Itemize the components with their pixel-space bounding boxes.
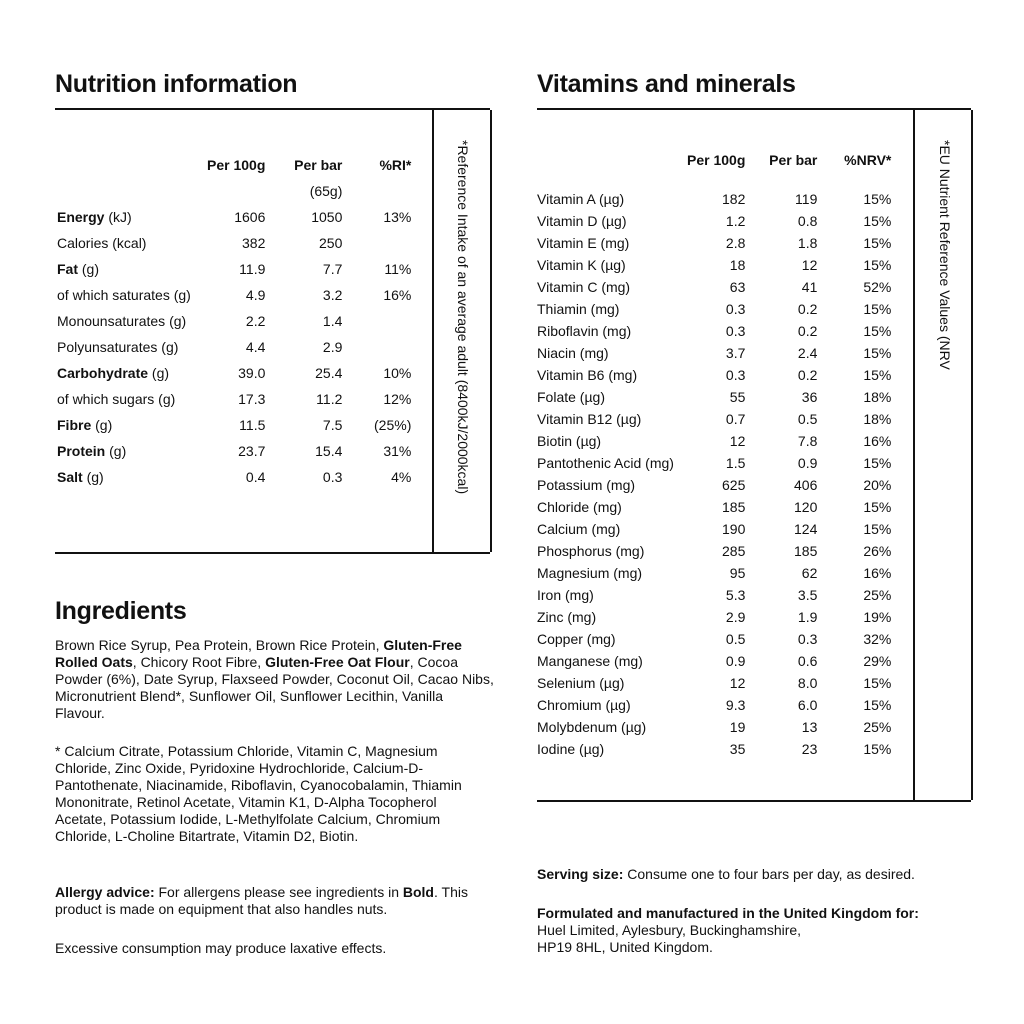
value-per-100g: 11.5: [239, 417, 266, 433]
nutrition-row: [57, 230, 411, 256]
value-per-bar: 1.9: [797, 609, 818, 625]
value-per-bar: 0.3: [797, 631, 818, 647]
vitamin-name: Iron (mg): [537, 587, 594, 603]
vitamins-table: [537, 152, 891, 760]
nutrition-side-panel: [432, 110, 492, 552]
value-nrv: 25%: [863, 587, 892, 603]
value-per-100g: 1.5: [725, 455, 746, 471]
value-per-bar: 23: [801, 741, 818, 757]
vitamin-row: [537, 342, 891, 364]
vitamin-row: [537, 672, 891, 694]
nutrition-row: [57, 256, 411, 282]
value-per-100g: 9.3: [725, 697, 746, 713]
value-per-100g: 95: [729, 565, 746, 581]
value-nrv: 15%: [863, 235, 892, 251]
value-per-100g: 185: [722, 499, 746, 515]
vitamin-name: Phosphorus (mg): [537, 543, 645, 559]
value-per-100g: 0.9: [725, 653, 746, 669]
nutrition-row: [57, 412, 411, 438]
vitamin-name: Vitamin B6 (mg): [537, 367, 638, 383]
vitamin-row: [537, 232, 891, 254]
value-per-bar: 0.5: [797, 411, 818, 427]
value-per-bar: 0.2: [797, 323, 818, 339]
value-nrv: 15%: [863, 345, 892, 361]
vitamin-row: [537, 716, 891, 738]
value-per-100g: 55: [729, 389, 746, 405]
value-per-100g: 39.0: [238, 365, 266, 381]
nutrient-name: Fibre (g): [57, 417, 113, 433]
nutrition-row: [57, 360, 411, 386]
value-per-100g: 4.9: [245, 287, 266, 303]
blend-note-text: * Calcium Citrate, Potassium Chloride, Vitamin C, Magnesium Chloride, Zinc Oxide, Pyridoxine Hydrochloride, Calcium-D-Pantothenate, Niacinamide, Riboflavin, Cyanocobalamin, Thiamin Mononitrate, Retinol Acetate, Vitamin K1, D-Alpha Tocopherol Acetate, Potassium Iodide, L-Methylfolate Calcium, Chromium Chloride, L-Choline Bitartrate, Vitamin D2, Biotin.: [55, 743, 462, 844]
serving-text: Consume one to four bars per day, as desired.: [623, 866, 915, 882]
vitamin-name: Selenium (µg): [537, 675, 625, 691]
value-nrv: 16%: [863, 565, 892, 581]
nutrient-name: of which sugars (g): [57, 391, 176, 407]
value-per-bar: 13: [801, 719, 818, 735]
value-nrv: 26%: [863, 543, 892, 559]
value-per-100g: 0.3: [725, 323, 746, 339]
ingredient-bold-part: Gluten-Free Oat Flour: [265, 654, 410, 670]
vitamin-name: Riboflavin (mg): [537, 323, 632, 339]
value-ri: (25%): [374, 417, 412, 433]
value-per-bar: 2.4: [797, 345, 818, 361]
serving-label: Serving size:: [537, 866, 624, 882]
vitamin-row: [537, 474, 891, 496]
value-ri: [342, 230, 411, 256]
value-per-100g: 19: [729, 719, 746, 735]
ingredient-part: Brown Rice Syrup, Pea Protein, Brown Rice Protein,: [55, 637, 384, 653]
nutrition-row: [57, 438, 411, 464]
nutrient-name: Energy (kJ): [57, 209, 132, 225]
value-nrv: 15%: [863, 697, 892, 713]
value-per-bar: 41: [801, 279, 818, 295]
header-nrv: %NRV*: [844, 152, 892, 168]
vitamin-name: Molybdenum (µg): [537, 719, 647, 735]
vitamin-name: Vitamin D (µg): [537, 213, 627, 229]
value-nrv: 32%: [863, 631, 892, 647]
nutrition-header-row: [57, 152, 411, 178]
ingredient-part: , Cocoa Powder (6%), Date Syrup, Flaxseed Powder, Coconut Oil, Cacao Nibs, Micronutrient Blend*, Sunflower Oil, Sunflower Lecithin, Vanilla Flavour.: [55, 654, 494, 721]
vitamin-name: Copper (mg): [537, 631, 616, 647]
value-per-bar: 6.0: [797, 697, 818, 713]
value-per-bar: 0.2: [797, 301, 818, 317]
vitamin-row: [537, 694, 891, 716]
allergy-text-1: For allergens please see ingredients in: [154, 884, 403, 900]
serving-size: [537, 866, 977, 883]
value-per-100g: 12: [729, 433, 746, 449]
value-per-bar: 0.3: [322, 469, 343, 485]
value-per-100g: 0.3: [725, 301, 746, 317]
value-ri: 16%: [383, 287, 412, 303]
value-per-100g: 23.7: [238, 443, 266, 459]
vitamin-row: [537, 430, 891, 452]
value-ri: 12%: [383, 391, 412, 407]
vitamin-row: [537, 298, 891, 320]
nutrient-name: of which saturates (g): [57, 287, 191, 303]
value-per-100g: 1606: [234, 209, 266, 225]
value-per-bar: 1.8: [797, 235, 818, 251]
value-per-100g: 63: [729, 279, 746, 295]
value-per-100g: 0.7: [725, 411, 746, 427]
vitamin-name: Calcium (mg): [537, 521, 621, 537]
manufacturer-info: [537, 905, 977, 956]
vitamin-name: Biotin (µg): [537, 433, 602, 449]
vitamin-row: [537, 320, 891, 342]
header-ri: %RI*: [379, 157, 412, 173]
ingredient-bold-part: Gluten-Free Rolled Oats: [55, 637, 462, 670]
vitamin-row: [537, 276, 891, 298]
value-ri: 31%: [383, 443, 412, 459]
vitamin-row: [537, 188, 891, 210]
value-per-bar: 7.7: [322, 261, 343, 277]
value-nrv: 15%: [863, 323, 892, 339]
vitamin-name: Zinc (mg): [537, 609, 597, 625]
vitamin-name: Niacin (mg): [537, 345, 609, 361]
nutrition-ri-note: *Reference Intake of an average adult (8400kJ/2000kcal): [455, 140, 471, 495]
allergy-advice: [55, 884, 475, 918]
vitamin-row: [537, 650, 891, 672]
value-per-bar: 406: [794, 477, 818, 493]
value-nrv: 20%: [863, 477, 892, 493]
vitamins-side-panel: [913, 110, 973, 800]
vitamins-table-box: [537, 108, 971, 802]
vitamin-row: [537, 496, 891, 518]
vitamin-row: [537, 386, 891, 408]
value-per-100g: 285: [722, 543, 746, 559]
vitamin-row: [537, 210, 891, 232]
vitamins-nrv-note: *EU Nutrient Reference Values (NRV: [937, 140, 953, 370]
value-per-bar: 0.2: [797, 367, 818, 383]
vitamin-name: Vitamin K (µg): [537, 257, 626, 273]
value-ri: [342, 334, 411, 360]
vitamin-name: Potassium (mg): [537, 477, 636, 493]
value-per-bar: 25.4: [315, 365, 343, 381]
value-nrv: 15%: [863, 675, 892, 691]
value-nrv: 15%: [863, 257, 892, 273]
vitamin-name: Thiamin (mg): [537, 301, 620, 317]
value-per-100g: 0.4: [245, 469, 266, 485]
nutrient-name: Calories (kcal): [57, 235, 147, 251]
value-nrv: 29%: [863, 653, 892, 669]
vitamin-name: Chromium (µg): [537, 697, 631, 713]
value-per-100g: 182: [722, 191, 746, 207]
value-per-bar: 36: [801, 389, 818, 405]
value-per-100g: 0.3: [725, 367, 746, 383]
vitamins-header-row: [537, 152, 891, 188]
value-per-bar: 7.5: [322, 417, 343, 433]
value-nrv: 15%: [863, 213, 892, 229]
vitamin-row: [537, 628, 891, 650]
value-nrv: 15%: [863, 741, 892, 757]
allergy-bold-word: Bold: [402, 884, 434, 900]
nutrition-table: [57, 152, 411, 490]
value-ri: [342, 308, 411, 334]
value-ri: 10%: [383, 365, 412, 381]
vitamin-name: Vitamin C (mg): [537, 279, 631, 295]
value-ri: 11%: [384, 261, 412, 277]
vitamin-name: Vitamin B12 (µg): [537, 411, 642, 427]
value-per-bar: 12: [801, 257, 818, 273]
nutrition-row: [57, 204, 411, 230]
nutrient-name: Polyunsaturates (g): [57, 339, 179, 355]
vitamin-row: [537, 254, 891, 276]
value-nrv: 15%: [863, 521, 892, 537]
value-per-100g: 17.3: [238, 391, 266, 407]
value-per-bar: 124: [794, 521, 818, 537]
value-nrv: 15%: [863, 301, 892, 317]
value-per-100g: 18: [729, 257, 746, 273]
value-per-bar: 1050: [311, 209, 343, 225]
value-per-bar: 185: [794, 543, 818, 559]
value-per-bar: 7.8: [797, 433, 818, 449]
value-per-100g: 190: [722, 521, 746, 537]
nutrition-row: [57, 308, 411, 334]
header-per-bar: Per bar: [294, 157, 343, 173]
value-per-bar: 62: [801, 565, 818, 581]
value-nrv: 18%: [863, 389, 892, 405]
value-nrv: 15%: [863, 455, 892, 471]
value-per-100g: 2.2: [245, 313, 266, 329]
vitamin-name: Chloride (mg): [537, 499, 622, 515]
manufacturer-line-1: Huel Limited, Aylesbury, Buckinghamshire,: [537, 922, 802, 938]
vitamin-name: Manganese (mg): [537, 653, 643, 669]
value-per-100g: 4.4: [245, 339, 266, 355]
value-per-100g: 382: [242, 235, 266, 251]
value-per-bar: 0.8: [797, 213, 818, 229]
vitamin-name: Folate (µg): [537, 389, 605, 405]
nutrient-name: Protein (g): [57, 443, 127, 459]
nutrient-name: Fat (g): [57, 261, 99, 277]
ingredients-text: [55, 637, 495, 722]
value-per-100g: 625: [722, 477, 746, 493]
value-per-100g: 3.7: [725, 345, 746, 361]
vitamin-row: [537, 562, 891, 584]
nutrition-row: [57, 464, 411, 490]
value-per-100g: 12: [729, 675, 746, 691]
value-nrv: 19%: [863, 609, 892, 625]
value-nrv: 25%: [863, 719, 892, 735]
vitamin-row: [537, 452, 891, 474]
value-per-100g: 35: [729, 741, 746, 757]
value-ri: 4%: [391, 469, 412, 485]
nutrition-title: Nutrition information: [55, 70, 298, 98]
vitamin-name: Vitamin E (mg): [537, 235, 630, 251]
vitamins-title: Vitamins and minerals: [537, 70, 796, 98]
value-per-bar: 8.0: [797, 675, 818, 691]
value-per-bar: 0.6: [797, 653, 818, 669]
header-per-bar: Per bar: [769, 152, 818, 168]
value-per-100g: 5.3: [725, 587, 746, 603]
nutrition-row: [57, 334, 411, 360]
allergy-text: [55, 884, 475, 918]
ingredient-part: , Chicory Root Fibre,: [132, 654, 266, 670]
value-per-bar: 3.2: [322, 287, 343, 303]
ingredients-list: [55, 637, 495, 722]
allergy-label: Allergy advice:: [55, 884, 155, 900]
value-per-100g: 2.8: [725, 235, 746, 251]
header-per-100g: Per 100g: [207, 157, 266, 173]
value-nrv: 18%: [863, 411, 892, 427]
laxative-text: Excessive consumption may produce laxative effects.: [55, 940, 387, 956]
value-per-bar: 1.4: [322, 313, 343, 329]
value-per-bar: 250: [319, 235, 343, 251]
vitamin-row: [537, 408, 891, 430]
value-nrv: 16%: [863, 433, 892, 449]
vitamin-row: [537, 540, 891, 562]
nutrient-name: Salt (g): [57, 469, 104, 485]
value-per-bar: 2.9: [322, 339, 343, 355]
laxative-warning: [55, 940, 495, 957]
ingredients-title: Ingredients: [55, 597, 187, 625]
value-per-bar: 3.5: [797, 587, 818, 603]
header-per-100g: Per 100g: [687, 152, 746, 168]
vitamin-name: Pantothenic Acid (mg): [537, 455, 674, 471]
manufacturer-label: Formulated and manufactured in the United Kingdom for:: [537, 905, 919, 921]
nutrient-name: Carbohydrate (g): [57, 365, 170, 381]
blend-note: [55, 743, 491, 845]
value-nrv: 15%: [863, 367, 892, 383]
value-nrv: 15%: [863, 191, 892, 207]
vitamin-row: [537, 738, 891, 760]
value-per-100g: 0.5: [725, 631, 746, 647]
value-per-100g: 1.2: [725, 213, 746, 229]
value-nrv: 52%: [863, 279, 892, 295]
manufacturer-line-2: HP19 8HL, United Kingdom.: [537, 939, 713, 955]
vitamin-row: [537, 584, 891, 606]
allergy-text-2: . This product is made on equipment that also handles nuts.: [55, 884, 468, 917]
value-ri: 13%: [383, 209, 412, 225]
nutrition-row: [57, 282, 411, 308]
value-per-bar: 15.4: [315, 443, 343, 459]
vitamin-name: Magnesium (mg): [537, 565, 643, 581]
vitamin-name: Iodine (µg): [537, 741, 605, 757]
vitamin-name: Vitamin A (µg): [537, 191, 625, 207]
nutrition-row: [57, 386, 411, 412]
vitamin-row: [537, 518, 891, 540]
value-per-100g: 2.9: [725, 609, 746, 625]
nutrition-table-box: [55, 108, 490, 554]
vitamin-row: [537, 606, 891, 628]
value-nrv: 15%: [863, 499, 892, 515]
value-per-100g: 11.9: [239, 261, 266, 277]
value-per-bar: 0.9: [797, 455, 818, 471]
value-per-bar: 11.2: [316, 391, 343, 407]
bar-weight: (65g): [309, 183, 343, 199]
value-per-bar: 119: [795, 191, 818, 207]
vitamin-row: [537, 364, 891, 386]
nutrient-name: Monounsaturates (g): [57, 313, 187, 329]
nutrition-bar-weight-row: [57, 178, 411, 204]
value-per-bar: 120: [794, 499, 818, 515]
